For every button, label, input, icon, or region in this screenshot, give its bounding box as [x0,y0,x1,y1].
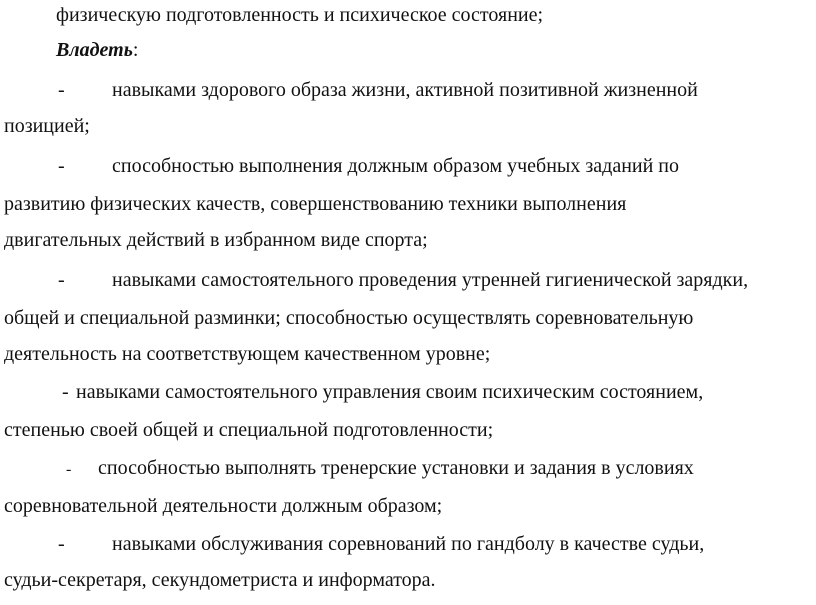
item-text-line: способностью выполнять тренерские установки и задания в условиях [98,457,694,479]
item-dash: - [58,533,65,555]
item-text-line: навыками самостоятельного проведения утренней гигиенической зарядки, [112,269,749,291]
item-text-line: деятельность на соответствующем качественном уровне; [4,343,491,365]
item-text-line: соревновательной деятельности должным образом; [4,495,443,517]
item-text-line: навыками самостоятельного управления своим психическим состоянием, [76,381,704,403]
item-text-line: двигательных действий в избранном виде спорта; [4,229,428,251]
item-dash: - [58,155,65,177]
item-text-line: навыками обслуживания соревнований по гандболу в качестве судьи, [112,533,705,555]
item-text-line: судьи-секретаря, секундометриста и информатора. [4,569,436,591]
item-text-line: общей и специальной разминки; способностью осуществлять соревновательную [4,307,694,329]
item-dash: - [66,461,72,478]
item-text-line: развитию физических качеств, совершенствованию техники выполнения [4,193,627,215]
heading-word: Владеть [56,39,133,61]
item-text-line: навыками здорового образа жизни, активной позитивной жизненной [112,79,698,101]
item-dash: - [58,79,65,101]
item-text-line: степенью своей общей и специальной подготовленности; [4,419,494,441]
item-dash: - [62,381,69,403]
item-text-line: способностью выполнения должным образом учебных заданий по [112,155,680,177]
heading-colon: : [132,39,139,61]
item-text-line: позицией; [4,115,90,137]
intro-line: физическую подготовленность и психическое состояние; [56,4,544,26]
item-dash: - [58,269,65,291]
heading-line [56,38,138,62]
